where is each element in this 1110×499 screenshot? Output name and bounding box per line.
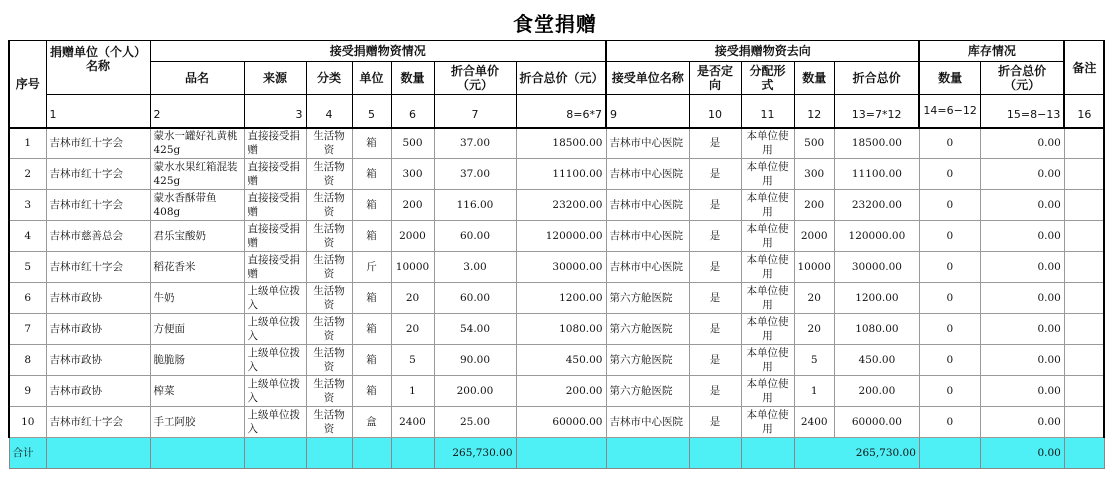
cell-dest-quantity: 200	[794, 190, 834, 221]
cell-dest-quantity: 2000	[794, 221, 834, 252]
cell-donor-name: 吉林市政协	[46, 376, 150, 407]
donation-table	[8, 40, 1105, 469]
col-number: 14=6−12	[919, 95, 980, 128]
col-number: 9	[606, 95, 689, 128]
cell-total-price: 120000.00	[516, 221, 606, 252]
cell-recv-unit: 吉林市中心医院	[606, 407, 689, 438]
dest-total-sum: 265,730.00	[794, 438, 919, 469]
col-number: 2	[150, 95, 244, 128]
cell-item-name: 榨菜	[150, 376, 244, 407]
cell-alloc-form: 本单位使用	[741, 376, 794, 407]
cell-item-name: 蒙水水果红箱混装425g	[150, 159, 244, 190]
cell-stock-quantity: 0	[919, 252, 980, 283]
header-stock-total: 折合总价（元）	[980, 62, 1064, 95]
col-number: 8=6*7	[516, 95, 606, 128]
cell-donor-name: 吉林市政协	[46, 345, 150, 376]
cell-remark	[1064, 314, 1104, 345]
cell-category: 生活物资	[306, 159, 352, 190]
cell-total-price: 23200.00	[516, 190, 606, 221]
cell-unit-price: 90.00	[434, 345, 516, 376]
cell-donor-name: 吉林市红十字会	[46, 159, 150, 190]
header-dest-quantity: 数量	[794, 62, 834, 95]
cell-source: 上级单位拨入	[244, 376, 306, 407]
cell-unit-price: 54.00	[434, 314, 516, 345]
cell-source: 直接接受捐赠	[244, 128, 306, 159]
cell-unit: 箱	[352, 283, 391, 314]
cell-stock-total: 0.00	[980, 407, 1064, 438]
header-seq: 序号	[9, 41, 46, 128]
cell-alloc-form: 本单位使用	[741, 221, 794, 252]
header-dest-total: 折合总价	[834, 62, 919, 95]
cell-recv-unit: 第六方舱医院	[606, 345, 689, 376]
cell-unit: 箱	[352, 128, 391, 159]
cell-total-price: 18500.00	[516, 128, 606, 159]
cell-stock-total: 0.00	[980, 283, 1064, 314]
col-number: 16	[1064, 95, 1104, 128]
cell-source: 上级单位拨入	[244, 407, 306, 438]
cell-total-price: 30000.00	[516, 252, 606, 283]
cell-category: 生活物资	[306, 252, 352, 283]
cell-donor-name: 吉林市红十字会	[46, 190, 150, 221]
cell-item-name: 蒙水香酥带鱼408g	[150, 190, 244, 221]
cell-category: 生活物资	[306, 345, 352, 376]
cell-donor-name: 吉林市政协	[46, 283, 150, 314]
header-recv-unit: 接受单位名称	[606, 62, 689, 95]
header-alloc-form: 分配形式	[741, 62, 794, 95]
cell-category: 生活物资	[306, 376, 352, 407]
cell-row-number: 6	[9, 283, 46, 314]
cell-unit-price: 25.00	[434, 407, 516, 438]
cell-source: 直接接受捐赠	[244, 190, 306, 221]
cell-is-designated: 是	[689, 159, 741, 190]
cell-is-designated: 是	[689, 190, 741, 221]
header-category: 分类	[306, 62, 352, 95]
header-destination-group: 接受捐赠物资去向	[606, 41, 919, 62]
cell-category: 生活物资	[306, 190, 352, 221]
cell-quantity: 10000	[391, 252, 434, 283]
table-row	[9, 159, 1104, 190]
cell-recv-unit: 吉林市中心医院	[606, 159, 689, 190]
cell-total-price: 450.00	[516, 345, 606, 376]
cell-is-designated: 是	[689, 221, 741, 252]
col-number: 12	[794, 95, 834, 128]
cell-unit: 箱	[352, 345, 391, 376]
cell-is-designated: 是	[689, 128, 741, 159]
cell-total-price: 60000.00	[516, 407, 606, 438]
cell-dest-quantity: 500	[794, 128, 834, 159]
cell-alloc-form: 本单位使用	[741, 314, 794, 345]
table-row	[9, 252, 1104, 283]
header-stock-group: 库存情况	[919, 41, 1064, 62]
cell-remark	[1064, 345, 1104, 376]
cell-category: 生活物资	[306, 128, 352, 159]
cell-stock-quantity: 0	[919, 221, 980, 252]
cell-stock-total: 0.00	[980, 190, 1064, 221]
cell-remark	[1064, 190, 1104, 221]
header-item-name: 品名	[150, 62, 244, 95]
cell-item-name: 脆脆肠	[150, 345, 244, 376]
table-row	[9, 283, 1104, 314]
cell-stock-quantity: 0	[919, 128, 980, 159]
cell-row-number: 9	[9, 376, 46, 407]
cell-item-name: 牛奶	[150, 283, 244, 314]
cell-recv-unit: 吉林市中心医院	[606, 190, 689, 221]
cell-remark	[1064, 221, 1104, 252]
cell-dest-total: 60000.00	[834, 407, 919, 438]
cell-quantity: 1	[391, 376, 434, 407]
col-number: 1	[46, 95, 150, 128]
cell-dest-total: 23200.00	[834, 190, 919, 221]
cell-quantity: 2000	[391, 221, 434, 252]
col-number: 6	[391, 95, 434, 128]
cell-source: 上级单位拨入	[244, 345, 306, 376]
cell-alloc-form: 本单位使用	[741, 190, 794, 221]
cell-alloc-form: 本单位使用	[741, 128, 794, 159]
cell-total-price: 11100.00	[516, 159, 606, 190]
cell-item-name: 稻花香米	[150, 252, 244, 283]
cell-recv-unit: 吉林市中心医院	[606, 128, 689, 159]
cell-row-number: 7	[9, 314, 46, 345]
table-row	[9, 314, 1104, 345]
cell-stock-quantity: 0	[919, 283, 980, 314]
cell-item-name: 君乐宝酸奶	[150, 221, 244, 252]
table-row	[9, 376, 1104, 407]
cell-unit-price: 60.00	[434, 283, 516, 314]
cell-stock-quantity: 0	[919, 345, 980, 376]
cell-source: 直接接受捐赠	[244, 252, 306, 283]
cell-unit: 箱	[352, 190, 391, 221]
cell-is-designated: 是	[689, 283, 741, 314]
table-row	[9, 128, 1104, 159]
cell-source: 上级单位拨入	[244, 283, 306, 314]
table-row	[9, 190, 1104, 221]
cell-row-number: 8	[9, 345, 46, 376]
col-number: 13=7*12	[834, 95, 919, 128]
header-unit: 单位	[352, 62, 391, 95]
cell-unit: 斤	[352, 252, 391, 283]
cell-dest-total: 450.00	[834, 345, 919, 376]
cell-alloc-form: 本单位使用	[741, 252, 794, 283]
cell-recv-unit: 吉林市中心医院	[606, 221, 689, 252]
cell-row-number: 3	[9, 190, 46, 221]
total-row	[9, 438, 1104, 469]
cell-remark	[1064, 252, 1104, 283]
cell-item-name: 蒙水一罐好礼黄桃425g	[150, 128, 244, 159]
cell-is-designated: 是	[689, 314, 741, 345]
cell-unit-price: 116.00	[434, 190, 516, 221]
cell-source: 直接接受捐赠	[244, 159, 306, 190]
cell-stock-quantity: 0	[919, 314, 980, 345]
cell-stock-quantity: 0	[919, 376, 980, 407]
cell-dest-quantity: 20	[794, 283, 834, 314]
cell-quantity: 20	[391, 283, 434, 314]
cell-stock-total: 0.00	[980, 376, 1064, 407]
cell-item-name: 方便面	[150, 314, 244, 345]
cell-recv-unit: 吉林市中心医院	[606, 252, 689, 283]
header-receive-group: 接受捐赠物资情况	[150, 41, 606, 62]
cell-donor-name: 吉林市红十字会	[46, 407, 150, 438]
cell-stock-quantity: 0	[919, 159, 980, 190]
col-number: 15=8−13	[980, 95, 1064, 128]
cell-total-price: 1200.00	[516, 283, 606, 314]
cell-is-designated: 是	[689, 376, 741, 407]
cell-recv-unit: 第六方舱医院	[606, 314, 689, 345]
cell-donor-name: 吉林市红十字会	[46, 128, 150, 159]
cell-unit: 箱	[352, 376, 391, 407]
cell-is-designated: 是	[689, 407, 741, 438]
cell-row-number: 10	[9, 407, 46, 438]
cell-remark	[1064, 159, 1104, 190]
cell-stock-total: 0.00	[980, 314, 1064, 345]
cell-source: 上级单位拨入	[244, 314, 306, 345]
cell-dest-total: 1200.00	[834, 283, 919, 314]
cell-recv-unit: 第六方舱医院	[606, 376, 689, 407]
cell-recv-unit: 第六方舱医院	[606, 283, 689, 314]
cell-dest-quantity: 5	[794, 345, 834, 376]
page-title: 食堂捐赠	[513, 12, 597, 36]
cell-stock-total: 0.00	[980, 221, 1064, 252]
cell-unit: 箱	[352, 314, 391, 345]
total-label: 合计	[9, 438, 46, 469]
cell-category: 生活物资	[306, 314, 352, 345]
header-unit-price: 折合单价（元）	[434, 62, 516, 95]
cell-stock-total: 0.00	[980, 159, 1064, 190]
cell-donor-name: 吉林市慈善总会	[46, 221, 150, 252]
col-number: 5	[352, 95, 391, 128]
cell-source: 直接接受捐赠	[244, 221, 306, 252]
cell-category: 生活物资	[306, 283, 352, 314]
cell-remark	[1064, 283, 1104, 314]
header-is-designated: 是否定向	[689, 62, 741, 95]
cell-quantity: 500	[391, 128, 434, 159]
cell-dest-total: 200.00	[834, 376, 919, 407]
cell-row-number: 5	[9, 252, 46, 283]
table-row	[9, 221, 1104, 252]
cell-is-designated: 是	[689, 252, 741, 283]
cell-dest-total: 1080.00	[834, 314, 919, 345]
cell-donor-name: 吉林市政协	[46, 314, 150, 345]
cell-category: 生活物资	[306, 407, 352, 438]
cell-dest-quantity: 10000	[794, 252, 834, 283]
cell-stock-quantity: 0	[919, 190, 980, 221]
cell-quantity: 300	[391, 159, 434, 190]
cell-alloc-form: 本单位使用	[741, 283, 794, 314]
cell-quantity: 2400	[391, 407, 434, 438]
cell-stock-quantity: 0	[919, 407, 980, 438]
cell-unit: 盒	[352, 407, 391, 438]
cell-dest-quantity: 2400	[794, 407, 834, 438]
header-donor: 捐赠单位（个人）名称	[46, 41, 150, 95]
header-stock-quantity: 数量	[919, 62, 980, 95]
cell-remark	[1064, 407, 1104, 438]
cell-unit: 箱	[352, 221, 391, 252]
col-number: 4	[306, 95, 352, 128]
header-quantity: 数量	[391, 62, 434, 95]
cell-dest-quantity: 20	[794, 314, 834, 345]
cell-unit-price: 3.00	[434, 252, 516, 283]
cell-quantity: 200	[391, 190, 434, 221]
cell-unit-price: 37.00	[434, 159, 516, 190]
cell-alloc-form: 本单位使用	[741, 345, 794, 376]
cell-unit-price: 60.00	[434, 221, 516, 252]
cell-dest-total: 120000.00	[834, 221, 919, 252]
cell-total-price: 200.00	[516, 376, 606, 407]
table-row	[9, 345, 1104, 376]
col-number: 7	[434, 95, 516, 128]
cell-dest-quantity: 300	[794, 159, 834, 190]
cell-unit-price: 200.00	[434, 376, 516, 407]
stock-total-sum: 0.00	[980, 438, 1064, 469]
col-number: 3	[244, 95, 306, 128]
header-source: 来源	[244, 62, 306, 95]
cell-row-number: 1	[9, 128, 46, 159]
total-price-sum: 265,730.00	[434, 438, 516, 469]
cell-donor-name: 吉林市红十字会	[46, 252, 150, 283]
cell-remark	[1064, 128, 1104, 159]
cell-unit-price: 37.00	[434, 128, 516, 159]
cell-dest-total: 11100.00	[834, 159, 919, 190]
cell-quantity: 20	[391, 314, 434, 345]
cell-unit: 箱	[352, 159, 391, 190]
cell-remark	[1064, 376, 1104, 407]
cell-total-price: 1080.00	[516, 314, 606, 345]
cell-row-number: 4	[9, 221, 46, 252]
cell-dest-quantity: 1	[794, 376, 834, 407]
cell-dest-total: 18500.00	[834, 128, 919, 159]
cell-dest-total: 30000.00	[834, 252, 919, 283]
cell-is-designated: 是	[689, 345, 741, 376]
cell-alloc-form: 本单位使用	[741, 407, 794, 438]
header-remark: 备注	[1064, 41, 1104, 95]
cell-category: 生活物资	[306, 221, 352, 252]
header-total-price: 折合总价（元）	[516, 62, 606, 95]
cell-stock-total: 0.00	[980, 345, 1064, 376]
col-number: 11	[741, 95, 794, 128]
cell-stock-total: 0.00	[980, 128, 1064, 159]
col-number: 10	[689, 95, 741, 128]
cell-stock-total: 0.00	[980, 252, 1064, 283]
cell-row-number: 2	[9, 159, 46, 190]
cell-item-name: 手工阿胶	[150, 407, 244, 438]
cell-quantity: 5	[391, 345, 434, 376]
cell-alloc-form: 本单位使用	[741, 159, 794, 190]
table-row	[9, 407, 1104, 438]
